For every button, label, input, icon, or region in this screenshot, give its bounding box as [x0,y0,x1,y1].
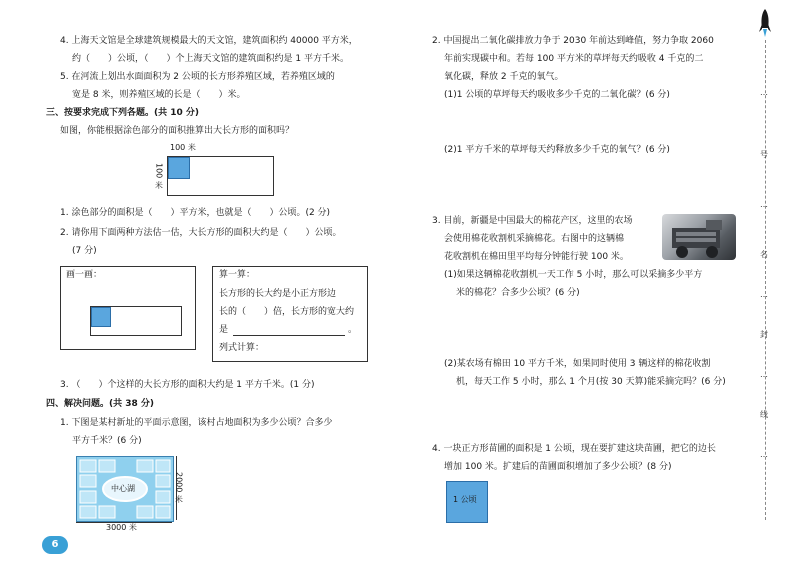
right-q3-line3: 花收割机在棉田里平均每分钟能行驶 100 米。 [444,252,629,262]
margin-char-5: … [760,290,768,299]
right-q2-line1: 2. 中国提出二氧化碳排放力争于 2030 年前达到峰值，努力争取 2060 [432,36,714,46]
map-height-label: 2000 米 [174,472,184,503]
section-3-q2-line2: (7 分) [72,246,97,256]
harvester-illustration [662,214,736,260]
calc-line4: 列式计算： [219,343,265,353]
calc-line1: 长方形的长大约是小正方形边 [219,289,337,299]
right-q3-sub1-line1: (1)如果这辆棉花收割机一天工作 5 小时，那么可以采摘多少平方 [444,270,703,280]
right-q3-sub2-line2: 机，每天工作 5 小时，那么 1 个月(按 30 天算)能采摘完吗？(6 分) [456,377,726,387]
section-3-q3: 3. （ ）个这样的大长方形的面积大约是 1 平方千米。(1 分) [60,380,315,390]
draw-shaded-square [91,307,111,327]
section-3-q1: 1. 涂色部分的面积是（ ）平方米，也就是（ ）公顷。(2 分) [60,208,331,218]
page-number-badge: 6 [42,536,68,554]
right-q4-line1: 4. 一块正方形苗圃的面积是 1 公顷，现在要扩建这块苗圃，把它的边长 [432,444,716,454]
calc-line3: 是 [219,325,229,335]
draw-label: 画一画： [66,270,103,280]
right-q3-line2: 会使用棉花收割机采摘棉花。右图中的这辆棉 [444,234,625,244]
shaded-square [168,157,190,179]
section-3-title: 三、按要求完成下列各题。(共 10 分) [46,108,200,118]
map-width-label: 3000 米 [106,523,137,532]
village-map [76,456,174,522]
left-q5-line1: 5. 在河流上划出水面面积为 2 公顷的长方形养殖区域，若养殖区域的 [60,72,335,82]
margin-char-3: … [760,200,768,209]
left-q4-line2: 约（ ）公顷，（ ）个上海天文馆的建筑面积约是 1 平方千米。 [72,54,349,64]
section-3-intro: 如图，你能根据涂色部分的面积推算出大长方形的面积吗？ [60,126,295,136]
binding-dashed-line [765,40,766,520]
section-3-q2-line1: 2. 请你用下面两种方法估一估，大长方形的面积大约是（ ）公顷。 [60,228,342,238]
section-4-q1-line2: 平方千米？(6 分) [72,436,142,446]
margin-char-7: … [760,370,768,379]
right-q2-sub2: (2)1 平方千米的草坪每天约释放多少千克的氧气？(6 分) [444,145,670,155]
calc-title: 算一算： [219,270,256,280]
section-4-title: 四、解决问题。(共 38 分) [46,399,155,409]
margin-char-2: 号 [760,150,768,159]
margin-char-8: 线 [760,410,768,419]
figure-side-label: 100 米 [154,163,164,189]
cotton-harvester-photo [662,214,736,260]
right-q3-sub1-line2: 米的棉花？合多少公顷？(6 分) [456,288,580,298]
margin-char-6: 封 [760,330,768,339]
right-q2-line2: 年前实现碳中和。若每 100 平方米的草坪每天约吸收 4 千克的二 [444,54,704,64]
rocket-icon [758,8,772,38]
right-q2-sub1: (1)1 公顷的草坪每天约吸收多少千克的二氧化碳？(6 分) [444,90,670,100]
right-q3-sub2-line1: (2)某农场有棉田 10 平方千米，如果同时使用 3 辆这样的棉花收割 [444,359,711,369]
right-q3-line1: 3. 目前，新疆是中国最大的棉花产区，这里的农场 [432,216,633,226]
right-q4-line2: 增加 100 米。扩建后的苗圃面积增加了多少公顷？(8 分) [444,462,672,472]
section-4-q1-line1: 1. 下图是某村新址的平面示意图，该村占地面积为多少公顷？合多少 [60,418,333,428]
margin-char-9: … [760,450,768,459]
calc-answer-line[interactable] [233,335,345,336]
map-lake-label: 中心湖 [111,484,135,493]
calc-line3-end: 。 [348,325,358,335]
margin-char-1: … [760,88,768,97]
calc-line2: 长的（ ）倍，长方形的宽大约 [219,307,355,317]
left-q5-line2: 宽是 8 米，则养殖区域的长是（ ）米。 [72,90,246,100]
margin-char-4: 名 [760,250,768,259]
left-q4-line1: 4. 上海天文馆是全球建筑规模最大的天文馆，建筑面积约 40000 平方米， [60,36,358,46]
right-q2-line3: 氧化碳，释放 2 千克的氧气。 [444,72,564,82]
one-hectare-label: 1 公顷 [453,495,477,504]
figure-top-label: 100 米 [170,143,196,152]
